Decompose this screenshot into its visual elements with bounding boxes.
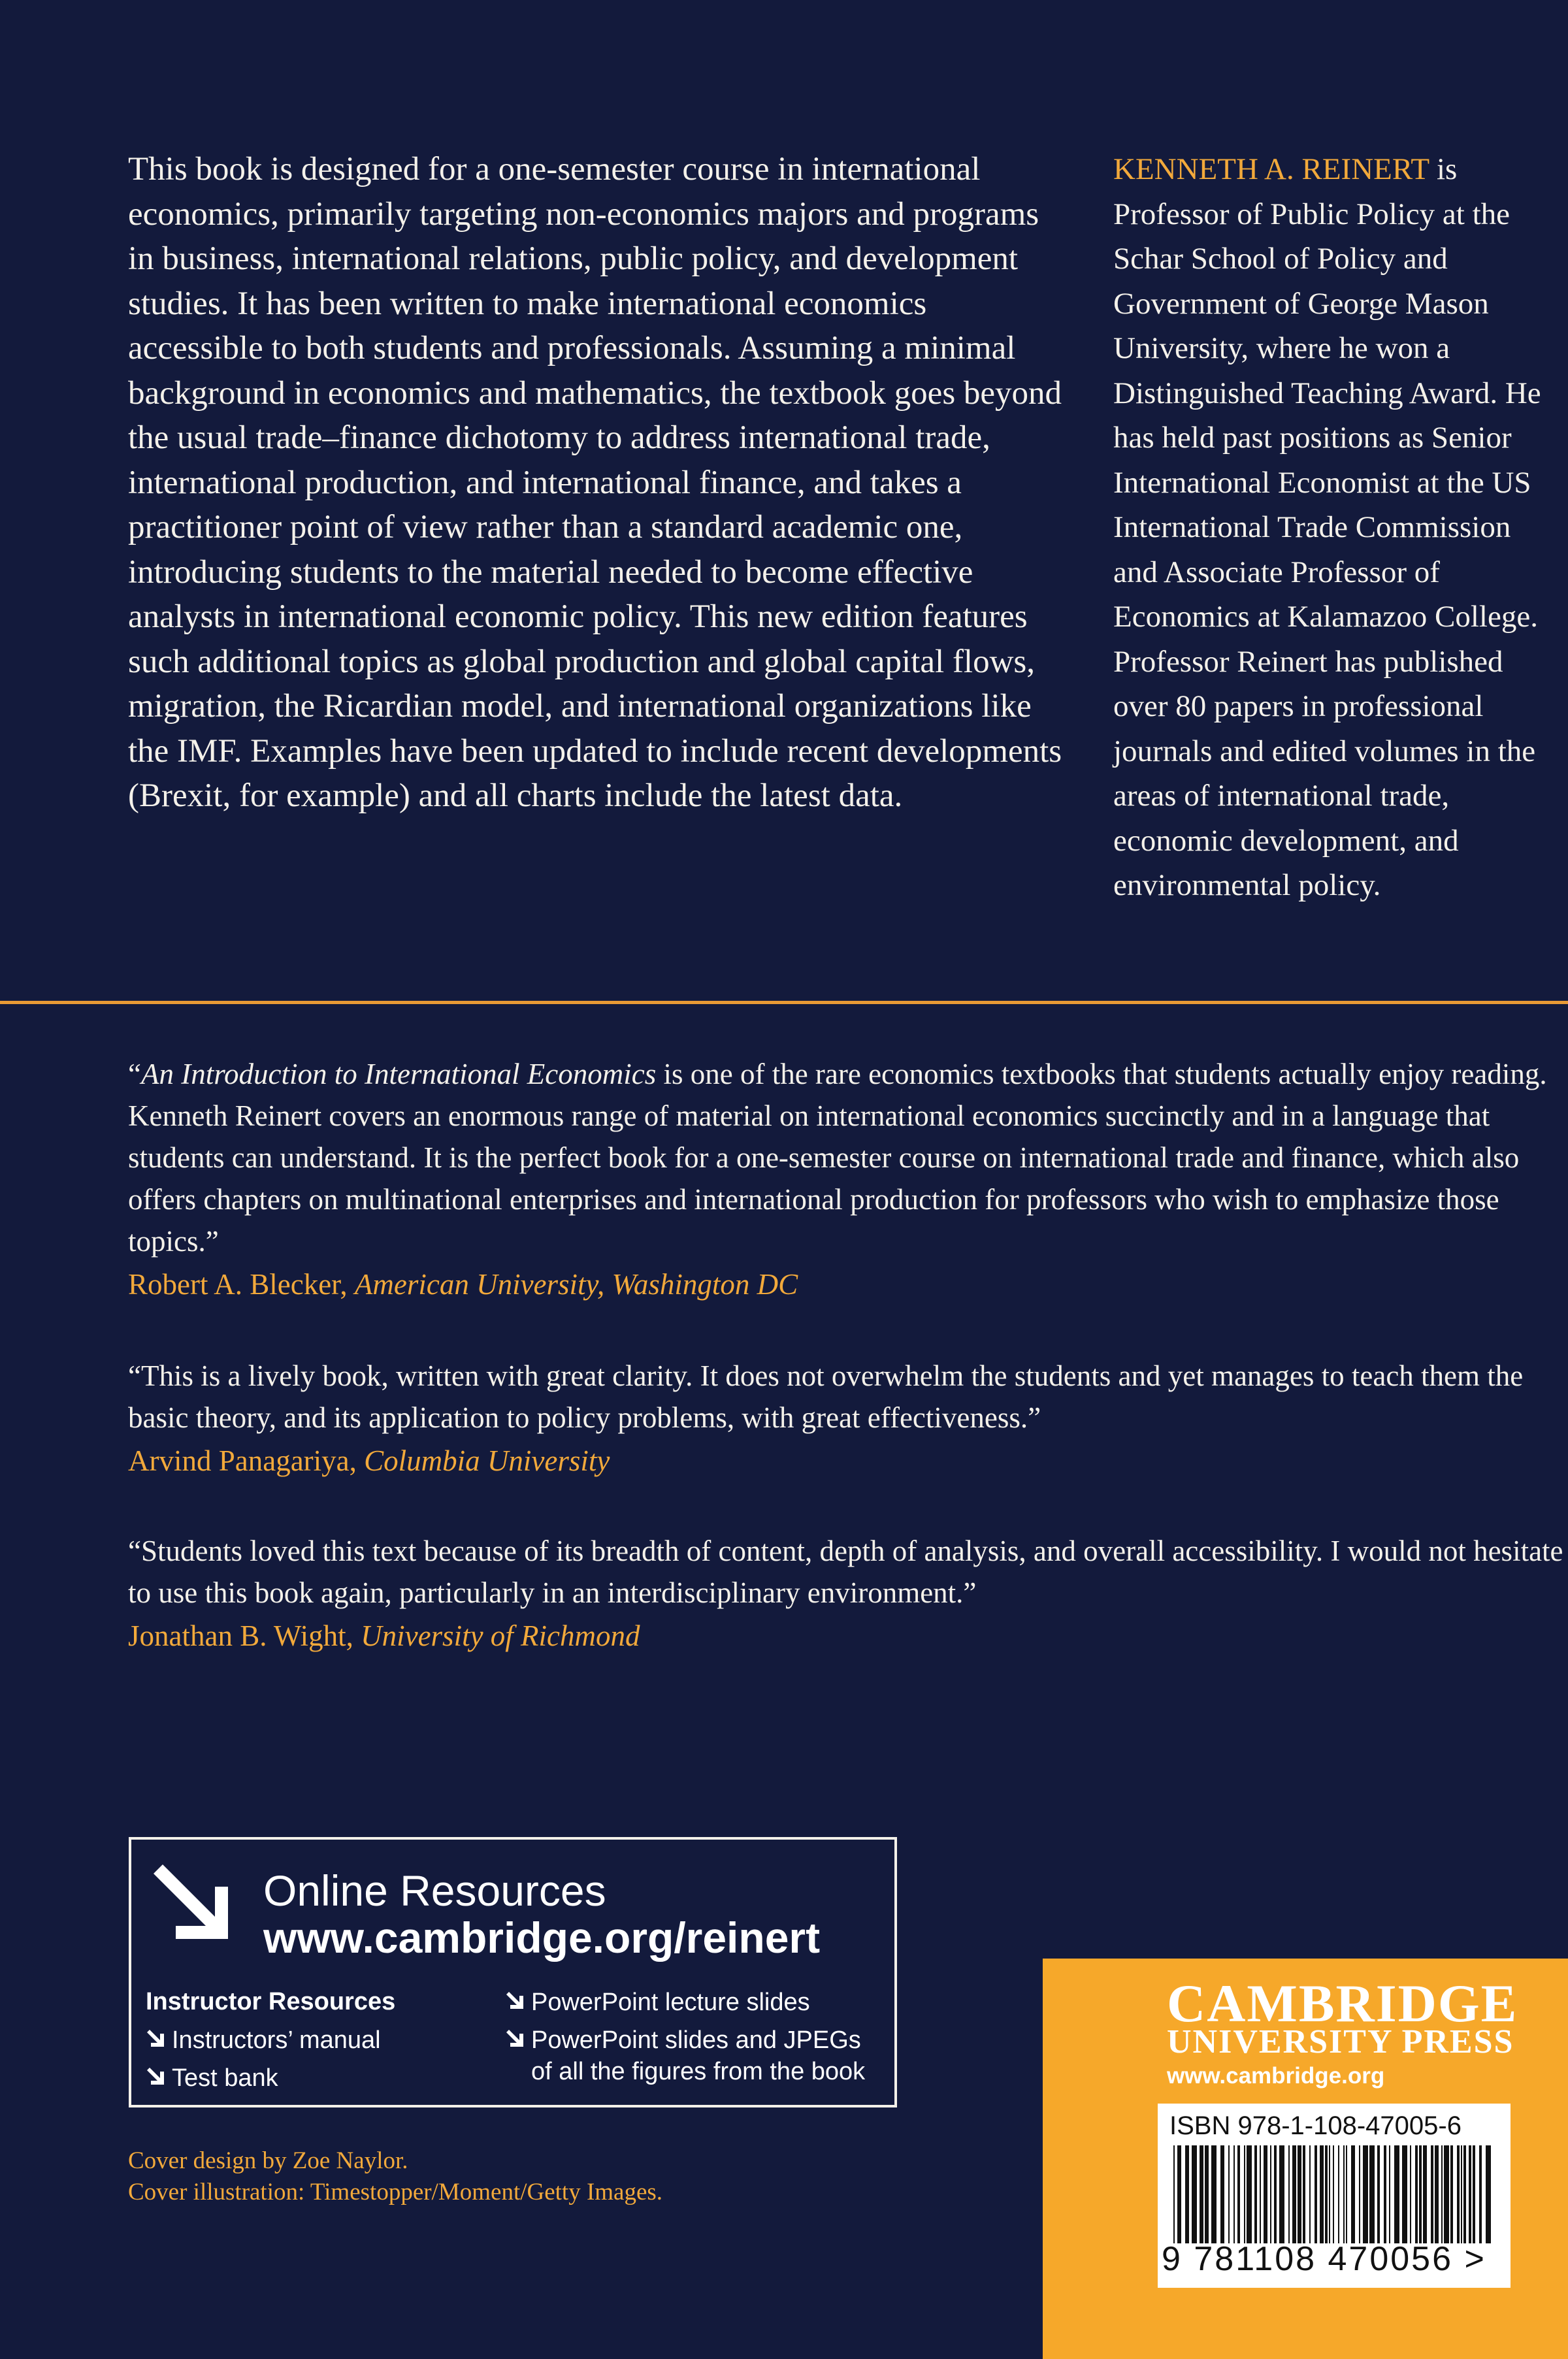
instructor-resources-heading: Instructor Resources [146, 1988, 396, 2015]
section-divider [0, 1001, 1568, 1004]
resource-item-figures-cont: of all the figures from the book [531, 2058, 866, 2085]
endorser-name: Jonathan B. Wight, [128, 1619, 361, 1652]
isbn-number: ISBN 978-1-108-47005-6 [1169, 2111, 1462, 2140]
resource-item-manual [146, 2025, 381, 2056]
open-quote: “ [128, 1058, 141, 1090]
cover-illustration-credit: Cover illustration: Timestopper/Moment/Getty Images. [128, 2179, 663, 2205]
author-name: KENNETH A. REINERT [1113, 152, 1429, 186]
endorsement-3-attribution [128, 1615, 1565, 1657]
barcode-image [1173, 2145, 1495, 2243]
publisher-logo-press: UNIVERSITY PRESS [1167, 2023, 1514, 2060]
cover-credits [128, 2145, 662, 2208]
barcode-digits: 9 781108 470056 > [1162, 2240, 1486, 2278]
endorsement-2 [128, 1355, 1565, 1482]
resource-item-test-bank [146, 2062, 278, 2094]
author-bio [1113, 147, 1558, 908]
online-resources-title: Online Resources [263, 1866, 606, 1915]
online-resources-url[interactable]: www.cambridge.org/reinert [263, 1913, 821, 1962]
resource-item-label: Test bank [172, 2064, 278, 2092]
endorsement-2-attribution [128, 1440, 1565, 1482]
resource-item-lecture-slides [505, 1987, 810, 2018]
author-bio-text: is Professor of Public Policy at the Schar School of Policy and Government of George Mason University, where he won a Distinguished Teaching Award. He has held past positions as Senior International Economist at the US International Trade Commission and Associate Professor of Economics at Kalamazoo College. Professor Reinert has published over 80 papers in professional journals and edited volumes in the areas of international trade, economic development, and environmental policy. [1113, 152, 1541, 902]
endorsement-2-text: “This is a lively book, written with great clarity. It does not overwhelm the students and yet manages to teach them the basic theory, and its application to policy problems, with great effectiveness.” [128, 1359, 1524, 1434]
arrow-down-right-icon [148, 1859, 240, 1951]
endorsement-1-body: is one of the rare economics textbooks that students actually enjoy reading. Kenneth Reinert covers an enormous range of material on international economics succinctly and in a language that students can understand. It is the perfect book for a one-semester course on international trade and finance, which also offers chapters on multinational enterprises and international production for professors who wish to emphasize those topics.” [128, 1058, 1547, 1258]
description-text: This book is designed for a one-semester course in international economics, primarily targeting non-economics majors and programs in business, international relations, public policy, and development studies. It has been written to make international economics accessible to both students and professionals. Assuming a minimal background in economics and mathematics, the textbook goes beyond the usual trade–finance dichotomy to address international trade, international production, and international finance, and takes a practitioner point of view rather than a standard academic one, introducing students to the material needed to become effective analysts in international economic policy. This new edition features such additional topics as global production and global capital flows, migration, the Ricardian model, and international organizations like the IMF. Examples have been updated to include recent developments (Brexit, for example) and all charts include the latest data. [128, 151, 1062, 814]
barcode-box [1158, 2104, 1511, 2288]
resource-item-label: Instructors’ manual [172, 2026, 381, 2054]
resource-item-label: PowerPoint slides and JPEGs [531, 2026, 861, 2054]
endorsement-1 [128, 1053, 1565, 1305]
endorser-affiliation: University of Richmond [361, 1619, 640, 1652]
small-arrow-icon [146, 2062, 172, 2094]
endorsement-3-text: “Students loved this text because of its breadth of content, depth of analysis, and overall accessibility. I would not hesitate to use this book again, particularly in an interdisciplinary environment.” [128, 1535, 1563, 1609]
book-title-italic: An Introduction to International Economics [140, 1058, 657, 1090]
endorsement-3 [128, 1530, 1565, 1657]
endorsement-1-attribution [128, 1263, 1565, 1305]
endorser-name: Arvind Panagariya, [128, 1444, 365, 1477]
endorser-affiliation: American University, Washington DC [354, 1268, 798, 1301]
publisher-url[interactable]: www.cambridge.org [1167, 2063, 1385, 2089]
book-description [128, 147, 1069, 819]
small-arrow-icon [505, 2025, 531, 2056]
small-arrow-icon [146, 2025, 172, 2056]
cover-design-credit: Cover design by Zoe Naylor. [128, 2147, 408, 2174]
publisher-block [1043, 1959, 1568, 2359]
endorsement-1-text [128, 1053, 1565, 1262]
online-resources-box [129, 1837, 897, 2107]
endorser-name: Robert A. Blecker, [128, 1268, 355, 1301]
small-arrow-icon [505, 1987, 531, 2018]
resource-item-label: PowerPoint lecture slides [531, 1989, 810, 2016]
endorser-affiliation: Columbia University [364, 1444, 610, 1477]
publisher-logo-name: CAMBRIDGE [1167, 1974, 1518, 2033]
resource-item-figures [505, 2025, 861, 2056]
